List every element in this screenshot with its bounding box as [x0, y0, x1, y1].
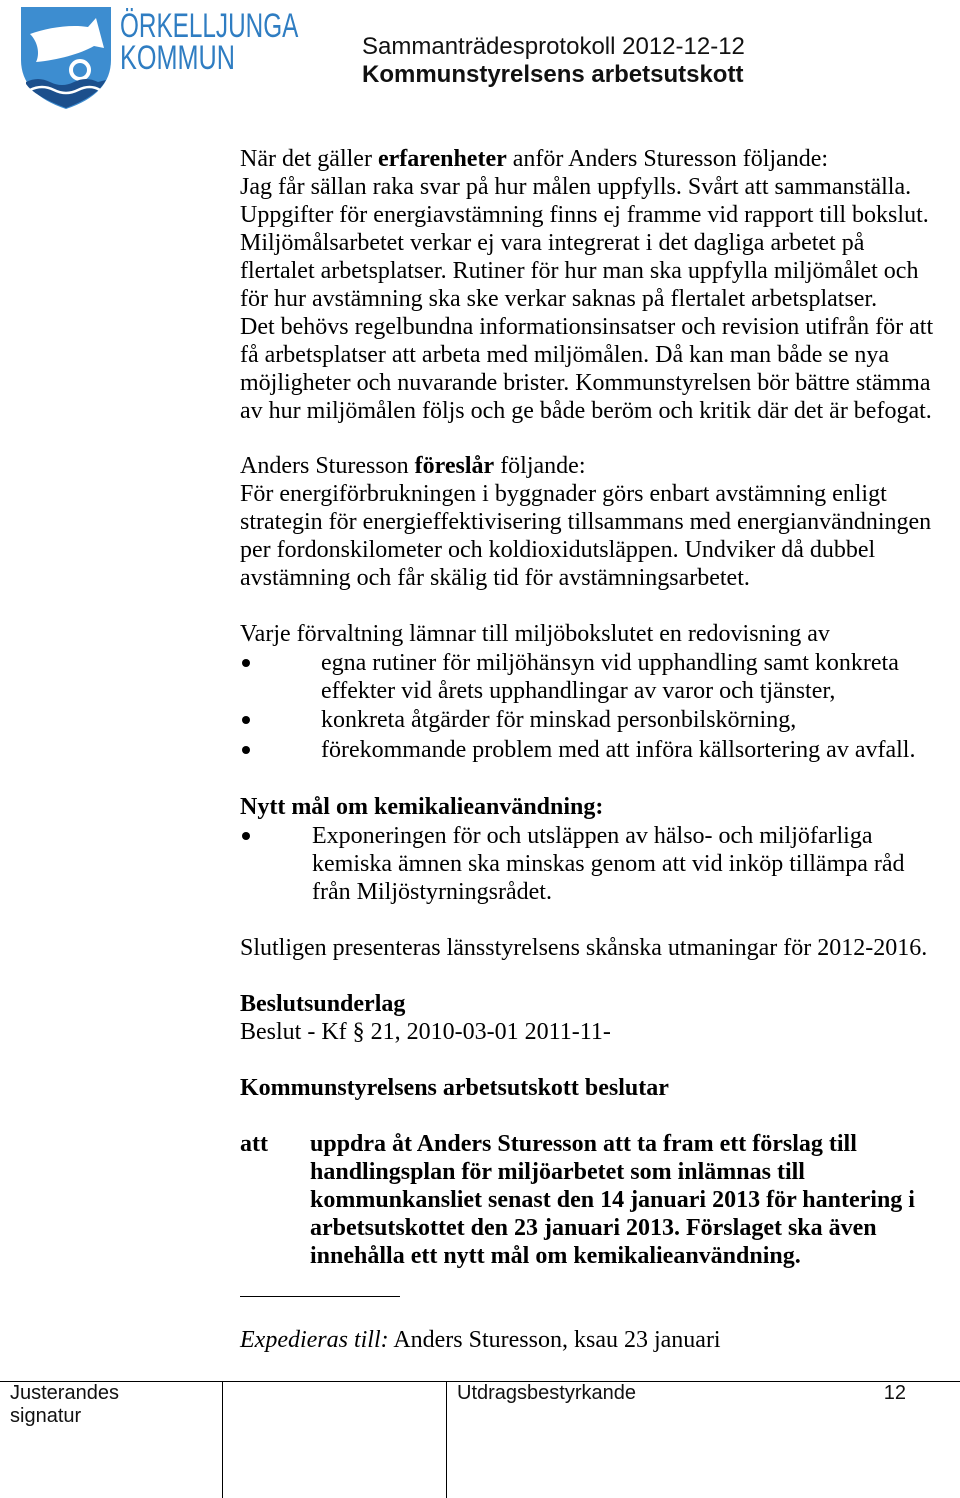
- chemicals-heading: Nytt mål om kemikalieanvändning:: [240, 794, 604, 820]
- experience-paragraph: [240, 145, 933, 425]
- reporting-list-item: [240, 649, 915, 705]
- proposal-line: strategin för energieffektivisering tillsammans med energianvändningen: [240, 509, 932, 535]
- reporting-paragraph: [240, 620, 915, 764]
- signature-label-line: Justerandes: [10, 1382, 119, 1404]
- reporting-list-item: [240, 736, 915, 764]
- closing-paragraph: [240, 934, 927, 962]
- experience-line: få arbetsplatser att arbeta med miljömålen. Då kan man både se nya: [240, 342, 890, 368]
- logo-name: ÖRKELLJUNGA: [120, 7, 299, 45]
- decision-text: [240, 1130, 915, 1270]
- footer-divider: [446, 1382, 447, 1498]
- chemicals-section: [240, 793, 905, 906]
- list-item-line: från Miljöstyrningsrådet.: [312, 879, 552, 905]
- experience-line: flertalet arbetsplatser. Rutiner för hur man ska uppfylla miljömålet och: [240, 258, 919, 284]
- bullet-icon: [242, 832, 250, 840]
- page-footer: [0, 1381, 960, 1498]
- experience-line: för hur avstämning ska ske verkar saknas på flertalet arbetsplatser.: [240, 286, 878, 312]
- proposal-keyword: föreslår: [414, 453, 495, 479]
- experience-intro-line: [240, 145, 933, 173]
- list-item-line: effekter vid årets upphandlingar av varor och tjänster,: [321, 678, 836, 704]
- decision-basis-heading: Beslutsunderlag: [240, 991, 406, 1017]
- proposal-line: avstämning och får skälig tid för avstämningsarbetet.: [240, 565, 750, 591]
- certification-label: Utdragsbestyrkande: [457, 1382, 636, 1404]
- decision-line: kommunkansliet senast den 14 januari 2013 för hantering i: [310, 1187, 915, 1213]
- experience-intro-prefix: När det gäller: [240, 146, 378, 172]
- list-item-line: konkreta åtgärder för minskad personbilskörning,: [321, 707, 797, 733]
- decision-line: handlingsplan för miljöarbetet som inlämnas till: [310, 1159, 805, 1185]
- municipality-logo: [0, 0, 320, 116]
- list-item-line: kemiska ämnen ska minskas genom att vid inköp tillämpa råd: [312, 851, 905, 877]
- list-item-line: förekommande problem med att införa källsortering av avfall.: [321, 737, 916, 763]
- experience-keyword: erfarenheter: [377, 146, 507, 172]
- committee-name: Kommunstyrelsens arbetsutskott: [362, 61, 744, 88]
- page-number: 12: [883, 1382, 906, 1404]
- distribution-line: [240, 1326, 721, 1354]
- decision-heading: Kommunstyrelsens arbetsutskott beslutar: [240, 1075, 669, 1101]
- decision-line: arbetsutskottet den 23 januari 2013. Förslaget ska även: [310, 1215, 877, 1241]
- decision-line: uppdra åt Anders Sturesson att ta fram ett förslag till: [310, 1131, 857, 1157]
- list-item-line: egna rutiner för miljöhänsyn vid upphandling samt konkreta: [321, 650, 899, 676]
- chemicals-list-item: [240, 822, 905, 906]
- bullet-icon: [242, 716, 250, 724]
- experience-line: av hur miljömålen följs och ge både beröm och kritik där det är befogat.: [240, 398, 932, 424]
- document-header: [362, 33, 745, 89]
- decision-basis-section: [240, 990, 611, 1046]
- decision-heading-block: [240, 1074, 669, 1102]
- logo-subtitle: KOMMUN: [120, 39, 235, 77]
- proposal-intro-prefix: Anders Sturesson: [240, 453, 415, 479]
- distribution-recipients: Anders Sturesson, ksau 23 januari: [388, 1327, 721, 1353]
- bullet-icon: [242, 746, 250, 754]
- proposal-paragraph: [240, 452, 931, 592]
- closing-line: Slutligen presenteras länsstyrelsens skånska utmaningar för 2012-2016.: [240, 935, 928, 961]
- proposal-line: För energiförbrukningen i byggnader görs enbart avstämning enligt: [240, 481, 887, 507]
- distribution-block: [240, 1326, 721, 1354]
- separator-line: [240, 1296, 400, 1297]
- decision-block: [240, 1130, 915, 1270]
- experience-intro-suffix: anför Anders Sturesson följande:: [506, 146, 829, 172]
- decision-line: innehålla ett nytt mål om kemikalieanvändning.: [310, 1243, 801, 1269]
- distribution-label: Expedieras till:: [240, 1327, 389, 1353]
- experience-line: Jag får sällan raka svar på hur målen uppfylls. Svårt att sammanställa.: [240, 174, 912, 200]
- experience-line: Miljömålsarbetet verkar ej vara integrerat i det dagliga arbetet på: [240, 230, 865, 256]
- logo-emblem: [18, 4, 114, 112]
- experience-line: Uppgifter för energiavstämning finns ej framme vid rapport till bokslut.: [240, 202, 929, 228]
- protocol-title: Sammanträdesprotokoll 2012-12-12: [362, 33, 745, 60]
- reporting-intro: Varje förvaltning lämnar till miljöbokslutet en redovisning av: [240, 621, 830, 647]
- signature-field-label: [10, 1382, 119, 1428]
- decision-basis-text: Beslut - Kf § 21, 2010-03-01 2011-11-: [240, 1019, 611, 1045]
- experience-line: Det behövs regelbundna informationsinsatser och revision utifrån för att: [240, 314, 934, 340]
- proposal-line: per fordonskilometer och koldioxidutsläppen. Undviker då dubbel: [240, 537, 876, 563]
- decision-keyword: att: [240, 1131, 268, 1157]
- footer-divider: [222, 1382, 223, 1498]
- proposal-intro-suffix: följande:: [494, 453, 586, 479]
- proposal-intro-line: [240, 452, 931, 480]
- reporting-list-item: [240, 706, 915, 734]
- bullet-icon: [242, 659, 250, 667]
- list-item-line: Exponeringen för och utsläppen av hälso- och miljöfarliga: [312, 823, 873, 849]
- experience-line: möjligheter och nuvarande brister. Kommunstyrelsen bör bättre stämma: [240, 370, 931, 396]
- signature-label-line: signatur: [10, 1405, 82, 1427]
